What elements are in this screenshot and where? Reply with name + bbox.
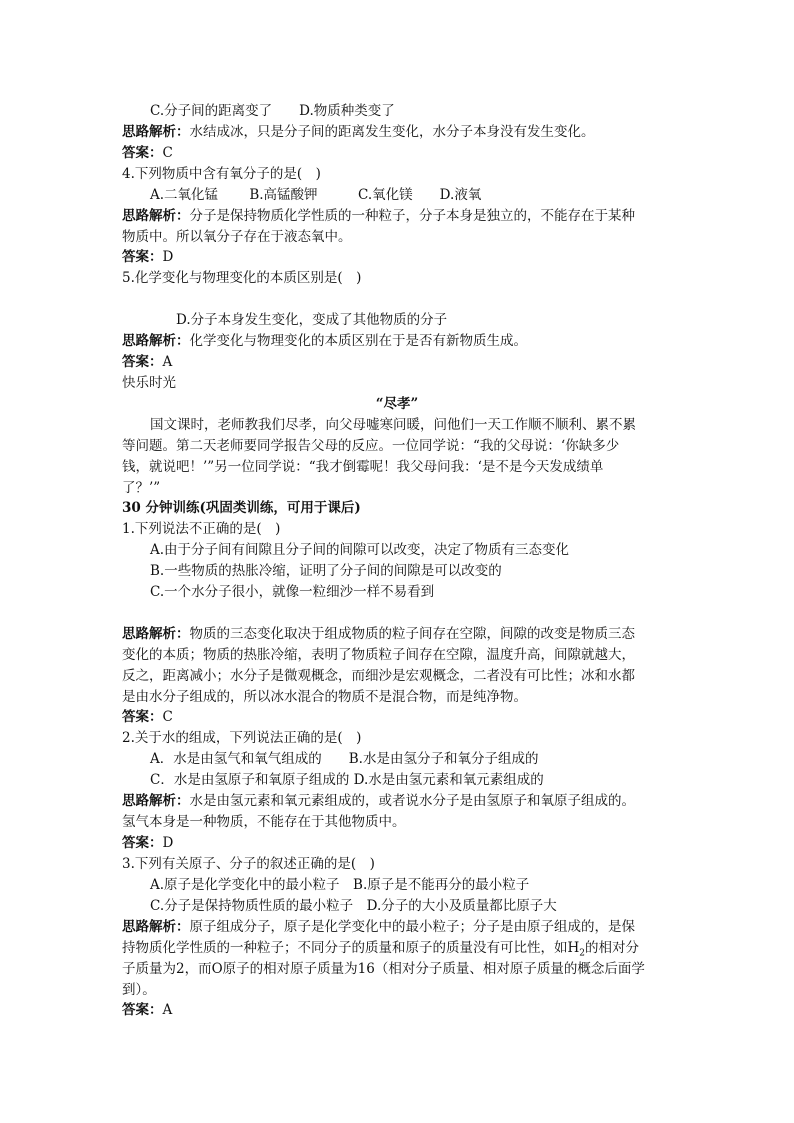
fun-title: “尽孝” xyxy=(375,396,419,412)
analysis-text: 分子是保持物质化学性质的一种粒子，分子本身是独立的，不能存在于某种 xyxy=(189,208,635,224)
s1-analysis-line-2: 变化的本质；物质的热胀冷缩，表明了物质粒子间存在空隙，温度升高，间隙就越大， xyxy=(122,647,635,663)
analysis-text: 化学变化与物理变化的本质区别在于是否有新物质生成。 xyxy=(189,333,527,349)
s2-options-cd: C．水是由氢原子和氧原子组成的 D.水是由氢元素和氧元素组成的 xyxy=(150,772,544,788)
analysis-label: 思路解析： xyxy=(122,919,190,935)
analysis-label: 思路解析： xyxy=(122,208,190,224)
answer-label: 答案： xyxy=(122,1002,163,1018)
answer-label: 答案： xyxy=(122,835,163,851)
s1-option-b: B.一些物质的热胀冷缩，证明了分子间的间隙是可以改变的 xyxy=(150,563,502,579)
answer-label: 答案： xyxy=(122,709,163,725)
answer-value: D xyxy=(162,835,174,851)
s3-stem: 3.下列有关原子、分子的叙述正确的是( ) xyxy=(122,856,375,872)
answer-value: C xyxy=(162,145,173,161)
prev-analysis xyxy=(122,122,595,142)
s3-answer xyxy=(122,1000,172,1020)
fun-paragraph-line-2: 等问题。第二天老师要同学报告父母的反应。一位同学说：“我的父母说：‘你缺多少 xyxy=(122,438,620,454)
s1-answer xyxy=(122,707,173,727)
analysis-label: 思路解析： xyxy=(122,626,190,642)
s2-options-ab: A．水是由氢气和氧气组成的 B.水是由氢分子和氧分子组成的 xyxy=(150,751,539,767)
s2-analysis-line-2: 氢气本身是一种物质，不能存在于其他物质中。 xyxy=(122,814,406,830)
analysis-text: 物质的三态变化取决于组成物质的粒子间存在空隙，间隙的改变是物质三态 xyxy=(189,626,635,642)
analysis-text: 持物质化学性质的一种粒子；不同分子的质量和原子的质量没有可比性，如H xyxy=(122,940,580,956)
answer-label: 答案： xyxy=(122,354,163,370)
q4-answer xyxy=(122,247,173,267)
answer-value: D xyxy=(162,249,174,265)
q4-analysis-line-1 xyxy=(122,206,635,226)
fun-paragraph-line-1: 国文课时，老师教我们尽孝，向父母嘘寒问暖，问他们一天工作顺不顺利、累不累 xyxy=(150,417,636,433)
analysis-label: 思路解析： xyxy=(122,124,190,140)
analysis-label: 思路解析： xyxy=(122,333,190,349)
answer-value: A xyxy=(162,354,173,370)
s3-options-cd: C.分子是保持物质性质的最小粒子 D.分子的大小及质量都比原子大 xyxy=(150,898,557,914)
q5-answer xyxy=(122,352,172,372)
fun-paragraph-line-3: 钱，就说吧！’”另一位同学说：“我才倒霉呢！我父母问我：‘是不是今天发成绩单 xyxy=(122,459,604,475)
q5-analysis xyxy=(122,331,527,351)
q4-options: A.二氧化锰 B.高锰酸钾 C.氧化镁 D.液氧 xyxy=(150,187,482,203)
prev-options-cd: C.分子间的距离变了 D.物质种类变了 xyxy=(150,103,395,119)
analysis-text: 水是由氢元素和氧元素组成的，或者说水分子是由氢原子和氧原子组成的。 xyxy=(189,793,635,809)
s2-answer xyxy=(122,833,173,853)
analysis-text: 水结成冰，只是分子间的距离发生变化，水分子本身没有发生变化。 xyxy=(189,124,595,140)
answer-value: A xyxy=(162,1002,173,1018)
q5-stem: 5.化学变化与物理变化的本质区别是( ) xyxy=(122,270,362,286)
s1-stem: 1.下列说法不正确的是( ) xyxy=(122,521,281,537)
fun-heading: 快乐时光 xyxy=(122,375,176,391)
s1-analysis-line-4: 是由水分子组成的，所以冰水混合的物质不是混合物，而是纯净物。 xyxy=(122,689,527,705)
s1-analysis-line-3: 反之，距离减小；水分子是微观概念，而细沙是宏观概念，二者没有可比性；冰和水都 xyxy=(122,668,635,684)
q5-option-d: D.分子本身发生变化，变成了其他物质的分子 xyxy=(176,312,448,328)
q4-stem: 4.下列物质中含有氧分子的是( ) xyxy=(122,166,321,182)
analysis-label: 思路解析： xyxy=(122,793,190,809)
s3-options-ab: A.原子是化学变化中的最小粒子 B.原子是不能再分的最小粒子 xyxy=(150,877,530,893)
s2-stem: 2.关于水的组成，下列说法正确的是( ) xyxy=(122,730,362,746)
s2-analysis-line-1 xyxy=(122,791,635,811)
q4-analysis-line-2: 物质中。所以氧分子存在于液态氧中。 xyxy=(122,229,352,245)
s1-option-a: A.由于分子间有间隙且分子间的间隙可以改变，决定了物质有三态变化 xyxy=(150,542,570,558)
answer-label: 答案： xyxy=(122,249,163,265)
s1-analysis-line-1 xyxy=(122,624,635,644)
s3-analysis-line-4: 到）。 xyxy=(122,982,156,998)
s1-option-c: C.一个水分子很小，就像一粒细沙一样不易看到 xyxy=(150,584,435,600)
prev-answer xyxy=(122,143,173,163)
s3-analysis-line-1 xyxy=(122,917,635,937)
section-title: 30 分钟训练(巩固类训练，可用于课后) xyxy=(122,500,361,516)
s3-analysis-line-3: 子质量为2，而O原子的相对原子质量为16（相对分子质量、相对原子质量的概念后面学 xyxy=(122,961,645,977)
answer-label: 答案： xyxy=(122,145,163,161)
subscript: 2 xyxy=(579,948,586,959)
analysis-text: 的相对分 xyxy=(585,940,640,956)
answer-value: C xyxy=(162,709,173,725)
analysis-text: 原子组成分子，原子是化学变化中的最小粒子；分子是由原子组成的，是保 xyxy=(189,919,635,935)
fun-paragraph-line-4: 了？’” xyxy=(122,480,161,496)
